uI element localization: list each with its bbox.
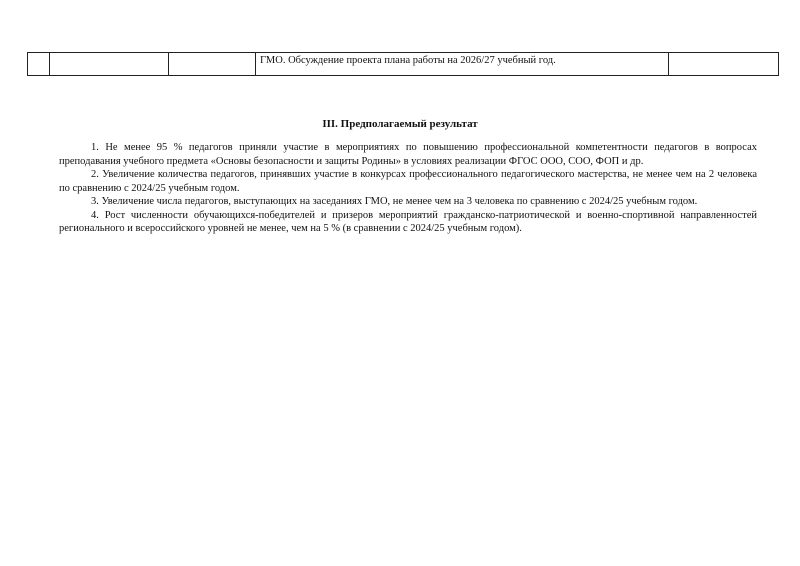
result-item-1: 1. Не менее 95 % педагогов приняли участие в мероприятиях по повышению профессиональной компетентности педагогов в вопросах преподавания учебного предмета «Основы безопасности и защиты Родины» в условиях реализации ФГОС ООО, СОО, ФОП и др.: [59, 142, 757, 167]
table-cell-3: [169, 53, 256, 76]
table-cell-number: [28, 53, 50, 76]
result-item-3: 3. Увеличение числа педагогов, выступающих на заседаниях ГМО, не менее чем на 3 человека по сравнению с 2024/25 учебным годом.: [91, 196, 698, 207]
table-cell-5: [669, 53, 779, 76]
table-row: [28, 53, 779, 76]
table-cell-2: [50, 53, 169, 76]
result-item-4: 4. Рост численности обучающихся-победителей и призеров мероприятий гражданско-патриотической и военно-спортивной направленностей регионального и всероссийского уровней не менее, чем на 5 % (в сравнении с 2024/25 учебным годом).: [59, 209, 757, 234]
table-cell-content: ГМО. Обсуждение проекта плана работы на 2026/27 учебный год.: [256, 53, 669, 76]
section-title: III. Предполагаемый результат: [322, 118, 478, 130]
results-list: [59, 141, 757, 236]
plan-table: [27, 52, 779, 76]
result-item-2: 2. Увеличение количества педагогов, принявших участие в конкурсах профессионального педагогического мастерства, не менее чем на 2 человека по сравнению с 2024/25 учебным годом.: [59, 169, 757, 194]
